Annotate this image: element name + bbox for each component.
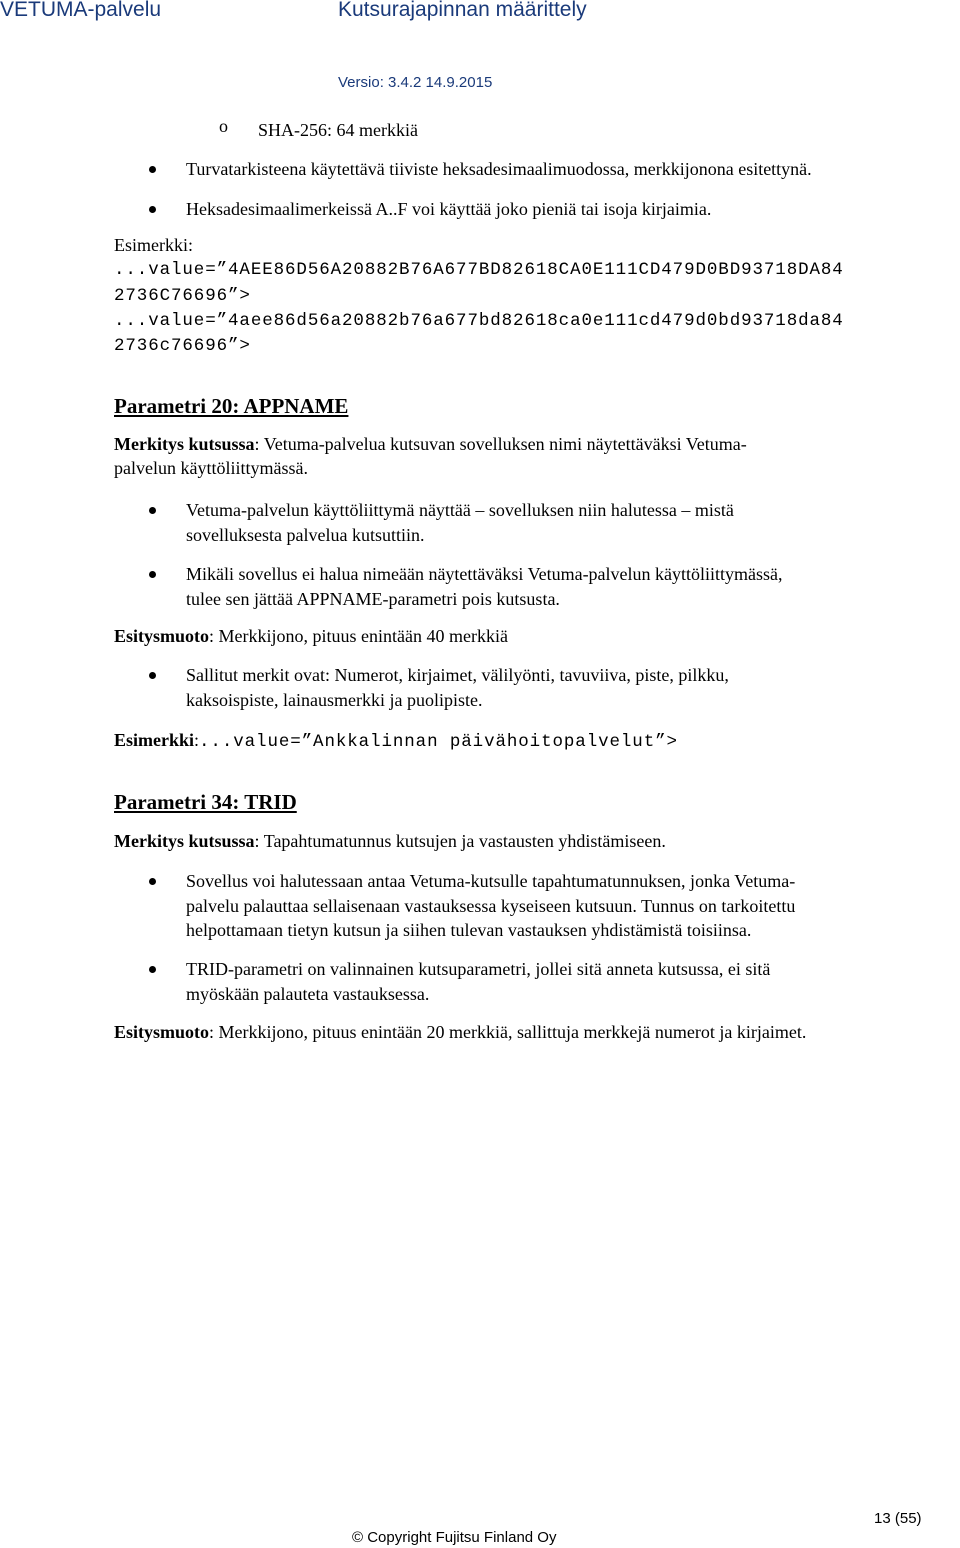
meaning-label: Merkitys kutsussa [114,434,255,454]
header-product: VETUMA-palvelu [0,0,162,21]
format-text: : Merkkijono, pituus enintään 20 merkkiä, sallittuja merkkejä numerot ja kirjaimet. [209,1022,807,1042]
format-line [114,1020,806,1045]
format-text: : Merkkijono, pituus enintään 40 merkkiä [209,626,508,646]
list-item-continuation: kaksoispiste, lainausmerkki ja puolipiste. [186,690,483,710]
list-item-continuation: helpottamaan tietyn kutsun ja siihen tulevan vastauksen yhdistämistä toisiinsa. [186,920,752,940]
bullet-icon [149,166,156,173]
page-number: 13 (55) [874,1510,922,1527]
meaning-label: Merkitys kutsussa [114,831,255,851]
section-heading: Parametri 34: TRID [114,790,297,814]
format-line [114,624,508,649]
list-item-continuation: myöskään palauteta vastauksessa. [186,984,430,1004]
list-item: TRID-parametri on valinnainen kutsuparametri, jollei sitä anneta kutsussa, ei sitä [186,959,771,979]
meaning-line [114,432,747,457]
section-heading: Parametri 20: APPNAME [114,394,349,418]
meaning-line [114,829,666,854]
list-item: Heksadesimaalimerkeissä A..F voi käyttää joko pieniä tai isoja kirjaimia. [186,199,712,219]
list-item: Vetuma-palvelun käyttöliittymä näyttää – sovelluksen niin halutessa – mistä [186,500,734,520]
list-item: Sallitut merkit ovat: Numerot, kirjaimet, välilyönti, tavuviiva, piste, pilkku, [186,665,729,685]
bullet-icon [149,571,156,578]
meaning-continuation: palvelun käyttöliittymässä. [114,458,308,478]
copyright: © Copyright Fujitsu Finland Oy [352,1529,557,1546]
list-item: Sovellus voi halutessaan antaa Vetuma-kutsulle tapahtumatunnuksen, jonka Vetuma- [186,871,796,891]
format-label: Esitysmuoto [114,1022,210,1042]
bullet-icon [149,206,156,213]
list-item-continuation: sovelluksesta palvelua kutsuttiin. [186,525,425,545]
list-item-continuation: tulee sen jättää APPNAME-parametri pois kutsusta. [186,589,560,609]
list-item: Turvatarkisteena käytettävä tiiviste heksadesimaalimuodossa, merkkijonona esitettynä. [186,159,812,179]
code-line: ...value=”4AEE86D56A20882B76A677BD82618CA0E111CD479D0BD93718DA84 [114,260,844,280]
header-version: Versio: 3.4.2 14.9.2015 [338,74,493,91]
ring-bullet-icon: o [219,116,228,136]
example-label: Esimerkki: [114,235,193,255]
list-item-continuation: palvelu palauttaa sellaisenaan vastauksessa kyseiseen kutsuun. Tunnus on tarkoitettu [186,896,796,916]
bullet-icon [149,878,156,885]
example-label: Esimerkki [114,730,195,750]
header-document-title: Kutsurajapinnan määrittely [338,0,587,21]
meaning-text: : Tapahtumatunnus kutsujen ja vastausten yhdistämiseen. [254,831,666,851]
meaning-text: : Vetuma-palvelua kutsuvan sovelluksen nimi näytettäväksi Vetuma- [254,434,747,454]
code-line: 2736C76696”> [114,286,251,306]
bullet-icon [149,507,156,514]
format-label: Esitysmuoto [114,626,210,646]
bullet-icon [149,966,156,973]
sub-list-item: SHA-256: 64 merkkiä [258,120,418,140]
bullet-icon [149,672,156,679]
code-line: 2736c76696”> [114,336,251,356]
list-item: Mikäli sovellus ei halua nimeään näytettäväksi Vetuma-palvelun käyttöliittymässä, [186,564,783,584]
code-line: ...value=”4aee86d56a20882b76a677bd82618ca0e111cd479d0bd93718da84 [114,311,844,331]
example-line [114,728,678,755]
example-code: ...value=”Ankkalinnan päivähoitopalvelut”> [199,732,678,752]
example-colon: : [194,730,200,750]
